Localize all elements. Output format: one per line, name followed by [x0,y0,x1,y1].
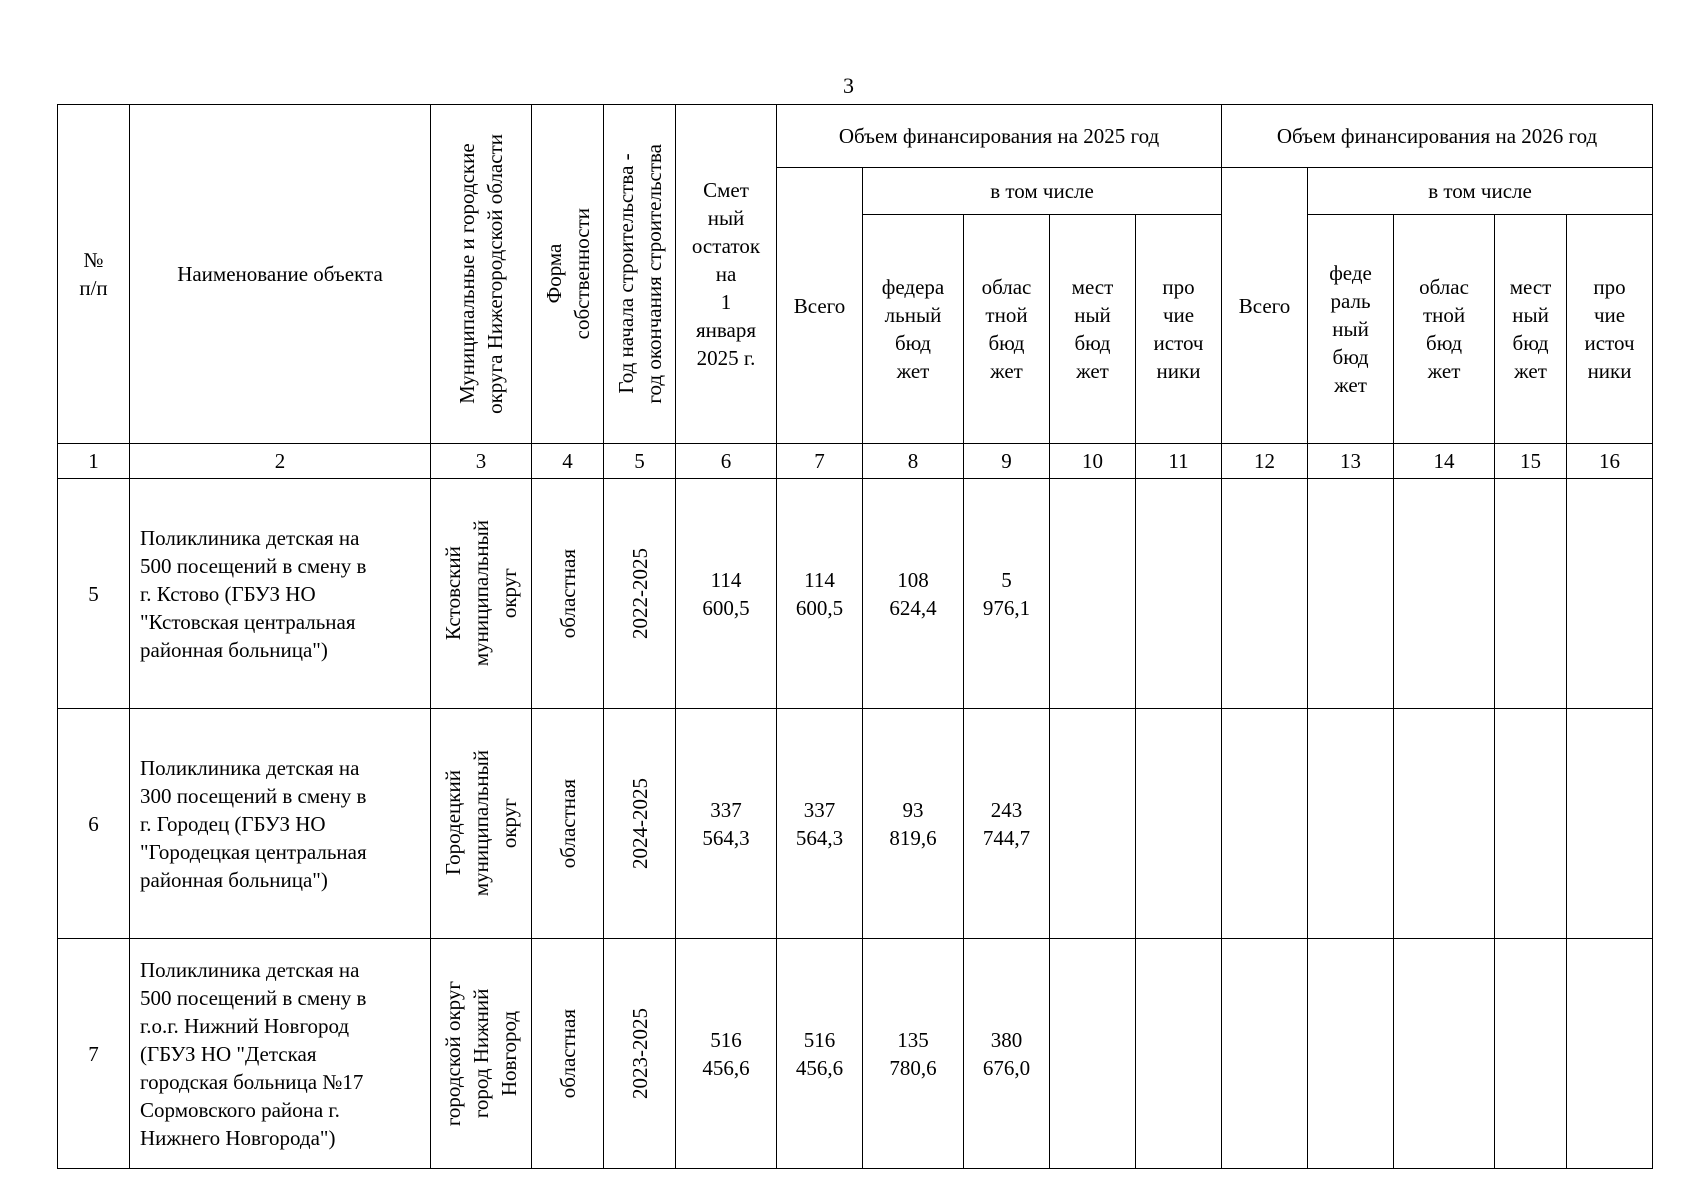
column-number-row [58,444,1653,479]
column-number: 6 [676,444,777,479]
total-2026 [1222,709,1308,939]
table-row [58,939,1653,1169]
column-number: 11 [1136,444,1222,479]
estimate: 337 564,3 [676,709,777,939]
fed-2025: 108 624,4 [863,479,964,709]
municipality: Кстовский муниципальный округ [431,479,532,709]
header-loc-2026: мест ный бюд жет [1495,215,1567,444]
column-number: 5 [604,444,676,479]
header-incl-2026: в том числе [1308,168,1653,215]
header-ownership: Форма собственности [532,105,604,444]
fed-2025: 135 780,6 [863,939,964,1169]
estimate: 516 456,6 [676,939,777,1169]
header-fin-2026: Объем финансирования на 2026 год [1222,105,1653,168]
header-fin-2025: Объем финансирования на 2025 год [777,105,1222,168]
reg-2026 [1394,479,1495,709]
reg-2025: 243 744,7 [964,709,1050,939]
header-oth-2025: про чие источ ники [1136,215,1222,444]
municipality: городской округ город Нижний Новгород [431,939,532,1169]
oth-2025 [1136,709,1222,939]
fed-2026 [1308,709,1394,939]
object-name: Поликлиника детская на 300 посещений в смену в г. Городец (ГБУЗ НО "Городецкая центральная районная больница") [130,709,431,939]
years: 2024-2025 [604,709,676,939]
reg-2026 [1394,939,1495,1169]
loc-2026 [1495,479,1567,709]
ownership: областная [532,479,604,709]
years: 2022-2025 [604,479,676,709]
column-number: 1 [58,444,130,479]
header-num: № п/п [58,105,130,444]
object-name: Поликлиника детская на 500 посещений в смену в г. Кстово (ГБУЗ НО "Кстовская центральная районная больница") [130,479,431,709]
header-years: Год начала строительства - год окончания строительства [604,105,676,444]
table-row [58,479,1653,709]
oth-2025 [1136,479,1222,709]
header-loc-2025: мест ный бюд жет [1050,215,1136,444]
column-number: 13 [1308,444,1394,479]
total-2025: 337 564,3 [777,709,863,939]
column-number: 9 [964,444,1050,479]
municipality: Городецкий муниципальный округ [431,709,532,939]
header-estimate: Смет ный остаток на 1 января 2025 г. [676,105,777,444]
row-num: 7 [58,939,130,1169]
table-row [58,709,1653,939]
financing-table [57,104,1653,1169]
oth-2025 [1136,939,1222,1169]
column-number: 4 [532,444,604,479]
header-fed-2025: федера льный бюд жет [863,215,964,444]
loc-2025 [1050,479,1136,709]
column-number: 2 [130,444,431,479]
column-number: 7 [777,444,863,479]
page-number: 3 [843,73,854,98]
ownership: областная [532,939,604,1169]
column-number: 15 [1495,444,1567,479]
row-num: 5 [58,479,130,709]
column-number: 10 [1050,444,1136,479]
header-total-2025: Всего [777,168,863,444]
fed-2025: 93 819,6 [863,709,964,939]
total-2025: 114 600,5 [777,479,863,709]
total-2025: 516 456,6 [777,939,863,1169]
fed-2026 [1308,939,1394,1169]
header-fed-2026: феде раль ный бюд жет [1308,215,1394,444]
ownership: областная [532,709,604,939]
loc-2026 [1495,939,1567,1169]
column-number: 12 [1222,444,1308,479]
reg-2025: 5 976,1 [964,479,1050,709]
header-oth-2026: про чие источ ники [1567,215,1653,444]
estimate: 114 600,5 [676,479,777,709]
header-name: Наименование объекта [130,105,431,444]
column-number: 14 [1394,444,1495,479]
header-incl-2025: в том числе [863,168,1222,215]
column-number: 16 [1567,444,1653,479]
header-reg-2026: облас тной бюд жет [1394,215,1495,444]
oth-2026 [1567,479,1653,709]
header-reg-2025: облас тной бюд жет [964,215,1050,444]
oth-2026 [1567,939,1653,1169]
header-total-2026: Всего [1222,168,1308,444]
total-2026 [1222,479,1308,709]
loc-2025 [1050,709,1136,939]
total-2026 [1222,939,1308,1169]
loc-2025 [1050,939,1136,1169]
reg-2026 [1394,709,1495,939]
oth-2026 [1567,709,1653,939]
object-name: Поликлиника детская на 500 посещений в смену в г.о.г. Нижний Новгород (ГБУЗ НО "Детская городская больница №17 Сормовского района г. Нижнего Новгорода") [130,939,431,1169]
column-number: 8 [863,444,964,479]
reg-2025: 380 676,0 [964,939,1050,1169]
fed-2026 [1308,479,1394,709]
header-municipality: Муниципальные и городские округа Нижегородской области [431,105,532,444]
loc-2026 [1495,709,1567,939]
column-number: 3 [431,444,532,479]
row-num: 6 [58,709,130,939]
years: 2023-2025 [604,939,676,1169]
